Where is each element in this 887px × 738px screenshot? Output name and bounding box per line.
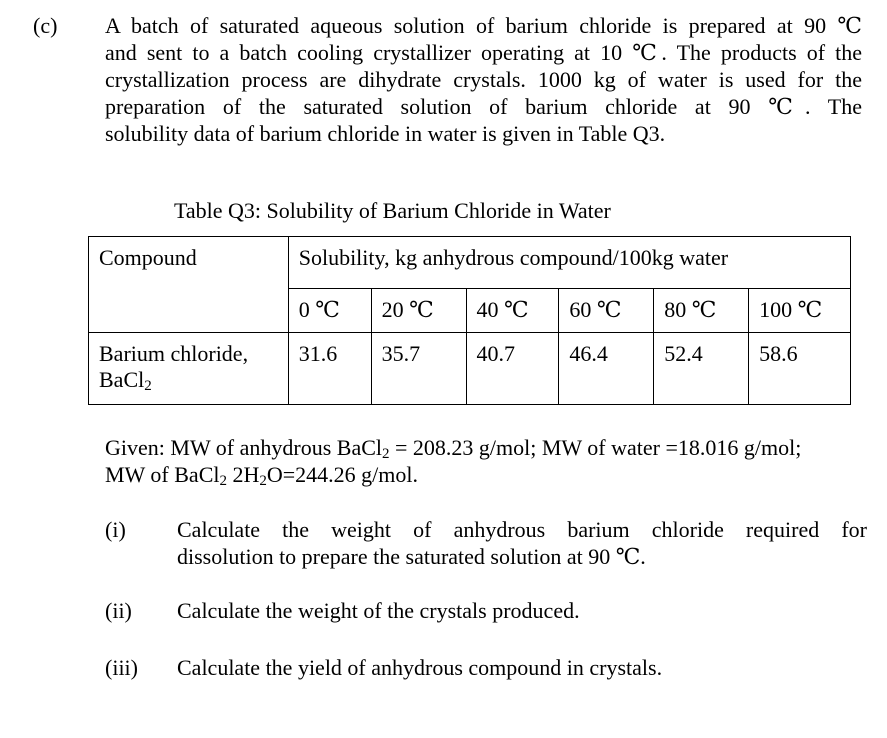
compound-formula: BaCl$_2$ (99, 367, 152, 394)
solubility-header: Solubility, kg anhydrous compound/100kg water (288, 237, 850, 289)
given-line-2: MW of BaCl$_2$ $2H_2O=244.26$ g/mol. (105, 462, 419, 489)
question-number: (i) (105, 517, 126, 542)
compound-name: Barium chloride, (99, 341, 249, 366)
question-text: Calculate the weight of anhydrous barium chloride required for dissolution to prepare the saturated solution at 90 ℃. (177, 517, 867, 569)
temp-header: 40 ℃ (466, 289, 559, 333)
statement-line: solubility data of barium chloride in water is given in Table Q3. (105, 121, 666, 146)
solubility-value: 58.6 (749, 333, 851, 405)
temp-header: 80 ℃ (654, 289, 749, 333)
question-number: (ii) (105, 598, 132, 623)
temp-header: 60 ℃ (559, 289, 654, 333)
temp-header: 0 ℃ (288, 289, 371, 333)
given-data (105, 434, 875, 488)
statement-line: A batch of saturated aqueous solution of barium chloride is prepared at 90 ℃ (105, 13, 862, 38)
question-text: Calculate the yield of anhydrous compound in crystals. (177, 655, 663, 680)
solubility-value: 52.4 (654, 333, 749, 405)
part-label: (c) (33, 13, 58, 38)
solubility-value: 46.4 (559, 333, 654, 405)
solubility-value: 31.6 (288, 333, 371, 405)
statement-line: and sent to a batch cooling crystallizer operating at 10 ℃. The products of the (105, 40, 862, 65)
solubility-value: 35.7 (371, 333, 466, 405)
temp-header: 20 ℃ (371, 289, 466, 333)
compound-header: Compound (89, 237, 289, 289)
statement-line: preparation of the saturated solution of barium chloride at 90 ℃. The (105, 94, 862, 119)
solubility-value: 40.7 (466, 333, 559, 405)
solubility-table (88, 236, 851, 405)
question-number: (iii) (105, 655, 138, 680)
question-text: Calculate the weight of the crystals produced. (177, 598, 580, 623)
table-caption: Table Q3: Solubility of Barium Chloride in Water (174, 198, 611, 223)
given-line-1: Given: MW of anhydrous BaCl$_2$ = 208.23 g/mol; MW of water =18.016 g/mol; (105, 435, 802, 462)
problem-statement (105, 12, 862, 147)
temp-header: 100 ℃ (749, 289, 851, 333)
compound-cell (89, 333, 289, 405)
compound-header-spacer (89, 289, 289, 333)
statement-line: crystallization process are dihydrate crystals. 1000 kg of water is used for the (105, 67, 862, 92)
